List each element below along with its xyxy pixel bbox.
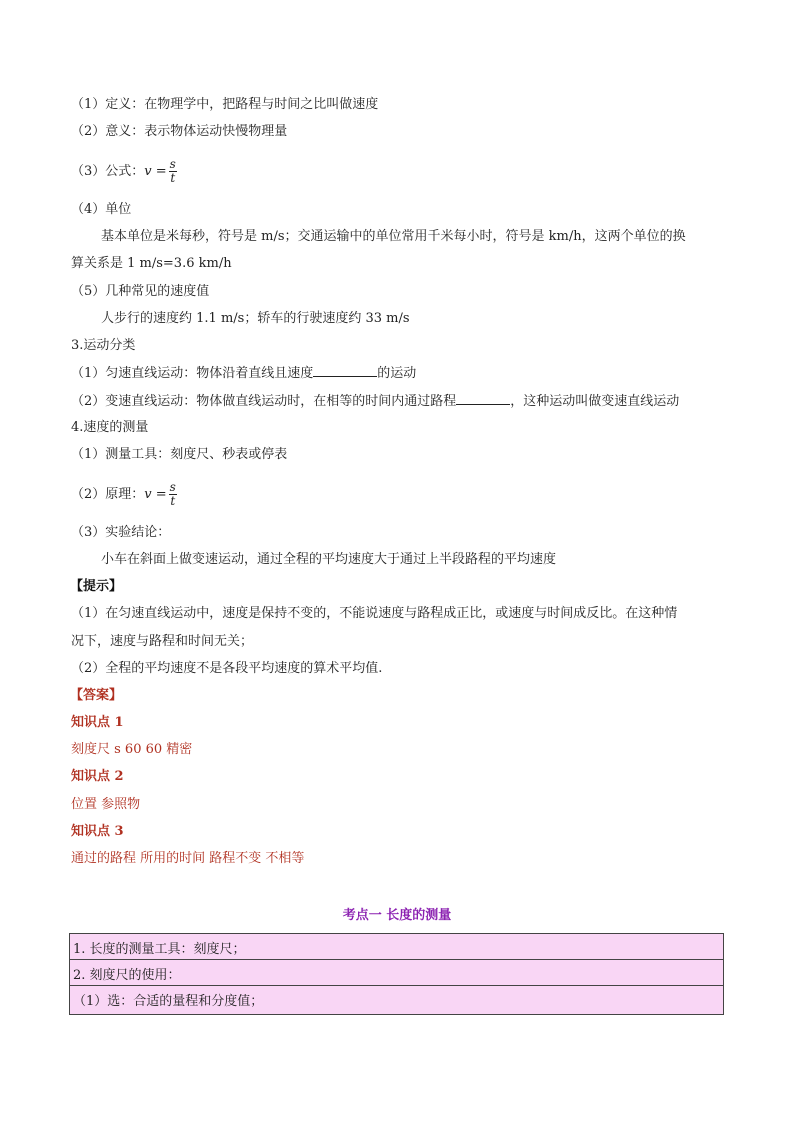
box-row-1 — [70, 934, 723, 960]
hint-paragraph-2: 况下，速度与路程和时间无关； — [71, 634, 254, 649]
uniform-motion-text: （1）匀速直线运动：物体沿着直线且速度 — [71, 366, 314, 381]
knowledge-point-3-answer: 通过的路程 所用的时间 路程不变 不相等 — [71, 851, 305, 866]
knowledge-point-2-label: 知识点 2 — [71, 769, 124, 784]
knowledge-point-1-label: 知识点 1 — [71, 715, 124, 730]
exam-point-box — [69, 933, 724, 1015]
formula-prefix: （3）公式： — [71, 164, 145, 179]
box-row-1-text: 1. 长度的测量工具：刻度尺； — [73, 942, 246, 957]
knowledge-point-2-answer: 位置 参照物 — [71, 797, 141, 812]
motion-classification-heading: 3.运动分类 — [71, 338, 136, 353]
uniform-motion-blank — [313, 364, 377, 377]
variable-motion-suffix: ，这种运动叫做变速直线运动 — [510, 394, 680, 409]
definition-line: （1）定义：在物理学中，把路程与时间之比叫做速度 — [71, 97, 379, 112]
meaning-line: （2）意义：表示物体运动快慢物理量 — [71, 124, 288, 139]
variable-motion-text: （2）变速直线运动：物体做直线运动时，在相等的时间内通过路程 — [71, 394, 457, 409]
common-speeds-heading: （5）几种常见的速度值 — [71, 284, 210, 299]
box-row-2-text: 2. 刻度尺的使用： — [73, 968, 181, 983]
box-row-3-text: （1）选：合适的量程和分度值； — [73, 994, 264, 1009]
formula-denominator: t — [170, 171, 176, 185]
formula-numerator: s — [169, 157, 176, 171]
variable-motion-line — [71, 392, 679, 411]
uniform-motion-suffix: 的运动 — [377, 366, 417, 381]
formula-v: v = — [144, 164, 167, 179]
principle-fraction — [169, 481, 177, 508]
box-row-2 — [70, 960, 723, 986]
hint-paragraph-1: （1）在匀速直线运动中，速度是保持不变的，不能说速度与路程成正比，或速度与时间成反比。在这种情 — [71, 606, 678, 621]
variable-motion-blank — [456, 392, 510, 405]
hint-paragraph-3: （2）全程的平均速度不是各段平均速度的算术平均值. — [71, 661, 383, 676]
formula-fraction — [169, 158, 177, 185]
formula-line — [71, 158, 177, 185]
experiment-conclusion-heading: （3）实验结论： — [71, 525, 171, 540]
principle-numerator: s — [169, 480, 176, 494]
hint-title: 【提示】 — [70, 579, 123, 594]
principle-line — [71, 481, 177, 508]
principle-v: v = — [144, 487, 167, 502]
knowledge-point-3-label: 知识点 3 — [71, 824, 124, 839]
principle-denominator: t — [170, 494, 176, 508]
measurement-tools-line: （1）测量工具：刻度尺、秒表或停表 — [71, 447, 288, 462]
uniform-motion-line — [71, 364, 416, 383]
answer-title: 【答案】 — [70, 688, 123, 703]
common-speeds-text: 人步行的速度约 1.1 m/s；轿车的行驶速度约 33 m/s — [101, 311, 410, 326]
principle-prefix: （2）原理： — [71, 487, 145, 502]
speed-measurement-heading: 4.速度的测量 — [71, 420, 149, 435]
unit-heading: （4）单位 — [71, 202, 132, 217]
experiment-conclusion-text: 小车在斜面上做变速运动，通过全程的平均速度大于通过上半段路程的平均速度 — [101, 552, 557, 567]
knowledge-point-1-answer: 刻度尺 s 60 60 精密 — [71, 742, 193, 757]
unit-conversion: 算关系是 1 m/s=3.6 km/h — [71, 256, 232, 271]
section-title: 考点一 长度的测量 — [342, 908, 452, 923]
box-row-3 — [70, 986, 723, 1014]
unit-description: 基本单位是米每秒，符号是 m/s；交通运输中的单位常用千米每小时，符号是 km/h，这两个单位的换 — [101, 229, 686, 244]
